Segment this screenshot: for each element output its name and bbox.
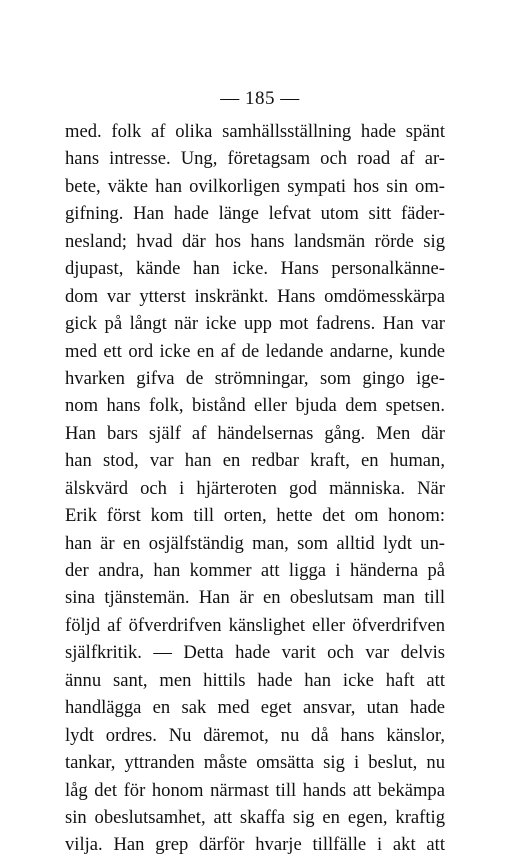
text-line: följd af öfverdrifven känslighet eller öfverdrifven (65, 614, 445, 636)
text-line: gick på långt när icke upp mot fadrens. Han var (65, 313, 445, 335)
text-line: sin obeslutsamhet, att skaffa sig en egen, kraftig (65, 806, 445, 828)
text-line: själfkritik. — Detta hade varit och var delvis (65, 642, 445, 664)
text-line: hvarken gifva de strömningar, som gingo ige- (65, 367, 445, 389)
text-line: med ett ord icke en af de ledande andarne, kunde (65, 340, 445, 362)
text-line: gifning. Han hade länge lefvat utom sitt fäder- (65, 203, 445, 225)
text-line: bete, väkte han ovilkorligen sympati hos sin om- (65, 175, 445, 197)
text-line: han stod, var han en redbar kraft, en human, (65, 450, 445, 472)
text-line: djupast, kände han icke. Hans personalkänne- (65, 258, 445, 280)
text-line: med. folk af olika samhällsställning hade spänt (65, 121, 445, 142)
body-text (65, 118, 445, 859)
text-line: låg det för honom närmast till hands att bekämpa (65, 779, 445, 801)
text-line: nesland; hvad där hos hans landsmän rörde sig (65, 230, 445, 252)
text-line: älskvärd och i hjärteroten god människa. När (65, 477, 445, 499)
text-line: Erik först kom till orten, hette det om honom: (65, 505, 445, 527)
text-line: Han bars själf af händelsernas gång. Men där (65, 422, 445, 444)
text-line: nom hans folk, bistånd eller bjuda dem spetsen. (65, 395, 445, 417)
text-line: lydt ordres. Nu däremot, nu då hans känslor, (65, 724, 445, 746)
text-line: sina tjänstemän. Han är en obeslutsam man till (65, 587, 445, 609)
text-line: ännu sant, men hittils hade han icke haft att (65, 669, 445, 691)
text-line: dom var ytterst inskränkt. Hans omdömesskärpa (65, 285, 445, 307)
text-line: handlägga en sak med eget ansvar, utan hade (65, 697, 445, 719)
text-line: hans intresse. Ung, företagsam och road af ar- (65, 148, 445, 170)
text-line: han är en osjälfständig man, som alltid lydt un- (65, 532, 445, 554)
text-line: der andra, han kommer att ligga i händerna på (65, 560, 445, 581)
text-line: vilja. Han grep därför hvarje tillfälle i akt att (65, 834, 445, 856)
page-number: — 185 — (220, 88, 300, 109)
text-line: tankar, yttranden måste omsätta sig i beslut, nu (65, 752, 445, 774)
